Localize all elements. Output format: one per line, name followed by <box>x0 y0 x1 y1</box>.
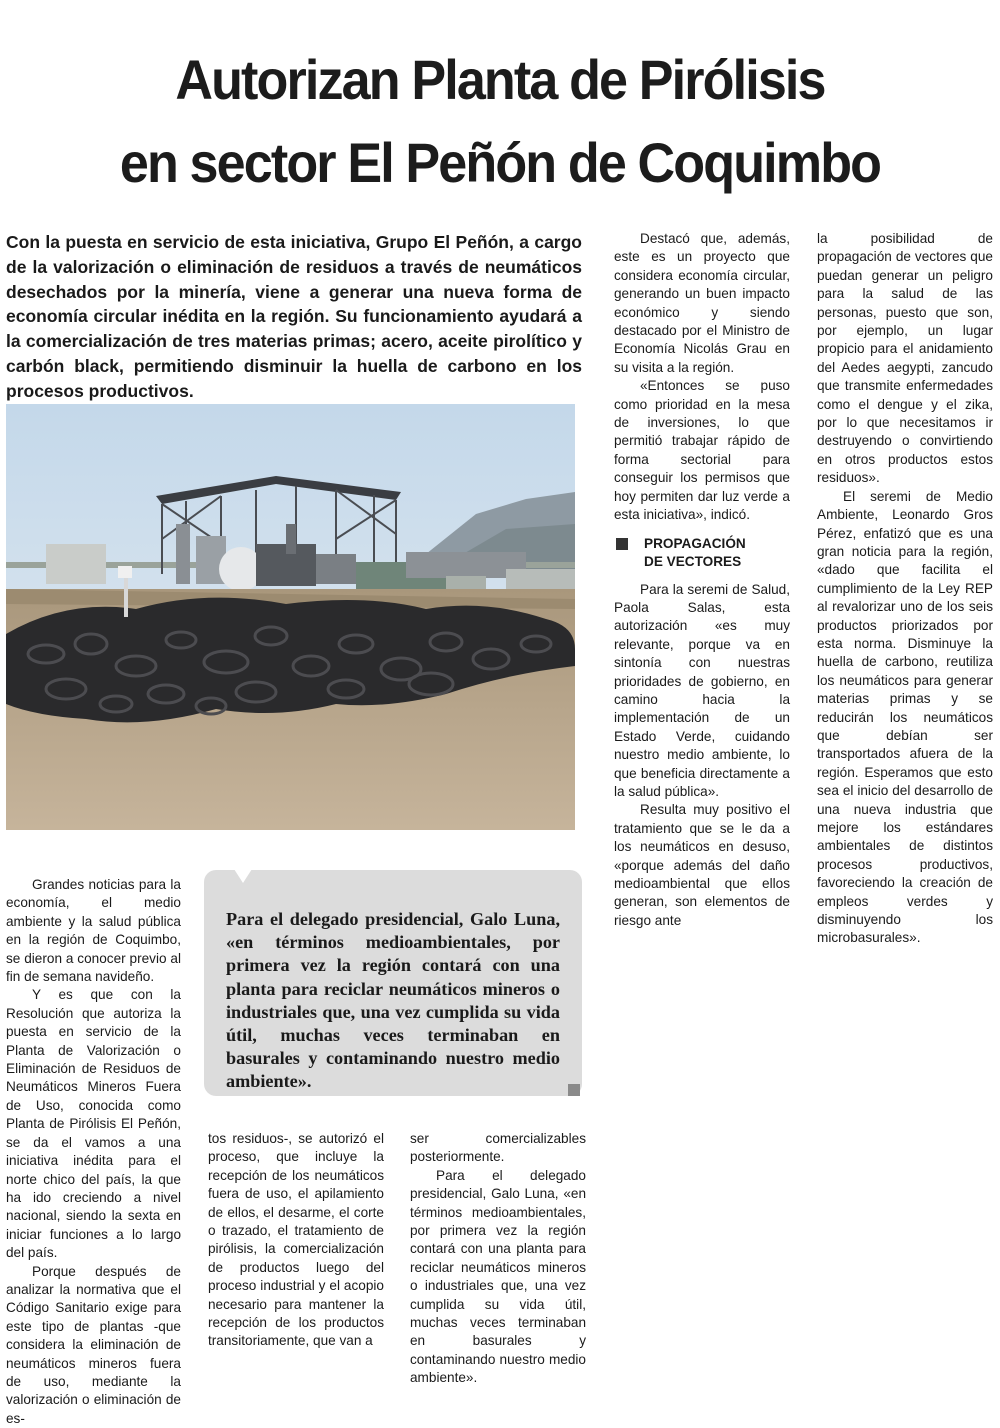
paragraph: Grandes noticias para la economía, el medio ambiente y la salud pública en la región de Coquimbo, se dieron a conocer previo al fin de semana navideño. <box>6 877 181 985</box>
paragraph: tos residuos-, se autorizó el proceso, que incluye la recepción de los neumáticos fuera de uso, el apilamiento de ellos, el desarme, el corte o trazado, el tratamiento de pirólisis, la comercialización de productos luego del proceso industrial y el acopio necesario para mantener la recepción de los productos transitoriamente, que van a <box>208 1131 384 1349</box>
paragraph: El seremi de Medio Ambiente, Leonardo Gros Pérez, enfatizó que es una gran noticia para la región, «dado que facilita el cumplimiento de la Ley REP al revalorizar uno de los seis productos priorizados por esta norma. Disminuye la huella de carbono, reutiliza los neumáticos para generar materias primas y se reducirán los neumáticos que debían ser transportados afuera de la región. Esperamos que esto sea el inicio del desarrollo de una nueva industria que mejore los estándares ambientales de distintos procesos productivos, favoreciendo la creación de empleos verdes y disminuyendo los microbasurales». <box>817 488 993 946</box>
paragraph: Para el delegado presidencial, Galo Luna, «en términos medioambientales, por primera vez la región contará con una planta para reciclar neumáticos mineros o industriales que, una vez cumplida su vida útil, muchas veces terminaban en basurales y contaminando nuestro medio ambiente». <box>410 1167 586 1386</box>
paragraph: Porque después de analizar la normativa que el Código Sanitario exige para este tipo de plantas -que considera la eliminación de neumáticos mineros fuera de uso, mediante la valorización o eliminación de es- <box>6 1263 181 1426</box>
column-2 <box>208 1130 384 1351</box>
column-5 <box>410 1130 586 1388</box>
paragraph: Destacó que, además, este es un proyecto que considera economía circular, generando un buen impacto económico y siendo destacado por el Ministro de Economía Nicolás Grau en su visita a la región. <box>614 231 790 375</box>
square-bullet-icon <box>616 538 628 550</box>
paragraph: Para la seremi de Salud, Paola Salas, esta autorización «es muy relevante, porque va en sintonía con nuestras prioridades de gobierno, en camino hacia la implementación de un Estado Verde, cuidando nuestro medio ambiente, lo que beneficia directamente a la salud pública». <box>614 581 790 799</box>
column-3 <box>614 230 790 930</box>
headline-line-2: en sector El Peñón de Coquimbo <box>119 131 881 194</box>
article-photo <box>6 404 575 830</box>
pyrolysis-plant-photo <box>6 404 575 830</box>
paragraph: ser comercializables posteriormente. <box>410 1131 586 1165</box>
section-subhead <box>614 535 790 571</box>
column-1 <box>6 876 181 1428</box>
paragraph: Y es que con la Resolución que autoriza la puesta en servicio de la Planta de Valorización o Eliminación de Residuos de Neumáticos Mineros Fuera de Uso, conocida como Planta de Pirólisis El Peñón, se da el vamos a una iniciativa inédita para el norte chico del país, la que ha ido creciendo a nivel nacional, siendo la sexta en iniciar funciones a lo largo del país. <box>6 987 181 1261</box>
pull-quote-text: Para el delegado presidencial, Galo Luna, «en términos medioambientales, por primera vez la región contará con una planta para reciclar neumáticos mineros o industriales que, una vez cumplida su vida útil, muchas veces terminaban en basurales y contaminando nuestro medio ambiente». <box>226 909 560 1092</box>
quote-notch <box>234 869 252 883</box>
subhead-line-2: DE VECTORES <box>644 553 742 569</box>
paragraph: «Entonces se puso como prioridad en la mesa de inversiones, lo que permitió trabajar rápido de forma sectorial para conseguir los permisos que hoy permiten dar luz verde a esta iniciativa», indicó. <box>614 378 790 523</box>
pull-quote <box>204 870 582 1096</box>
paragraph: la posibilidad de propagación de vectores que puedan generar un peligro para la salud de las personas, puesto que son, por ejemplo, un lugar propicio para el anidamiento del Aedes aegypti, zancudo que transmite enfermedades como el dengue y el zika, por lo que necesitamos ir destruyendo o convirtiendo en otros productos estos residuos». <box>817 231 993 486</box>
lead-paragraph: Con la puesta en servicio de esta iniciativa, Grupo El Peñón, a cargo de la valorización o eliminación de residuos a través de neumáticos desechados por la minería, viene a generar una nueva forma de economía circular inédita en la región. Su funcionamiento ayudará a la comercialización de tres materias primas; acero, aceite pirolítico y carbón black, permitiendo disminuir la huella de carbono en los procesos productivos. <box>6 232 582 401</box>
headline-line-1: Autorizan Planta de Pirólisis <box>175 48 825 111</box>
paragraph: Resulta muy positivo el tratamiento que se le da a los neumáticos en desuso, «porque además del daño medioambiental que ellos generan, son elementos de riesgo ante <box>614 802 790 928</box>
column-4 <box>817 230 993 948</box>
quote-end-square-icon <box>568 1084 580 1096</box>
subhead-line-1: PROPAGACIÓN <box>644 535 746 551</box>
